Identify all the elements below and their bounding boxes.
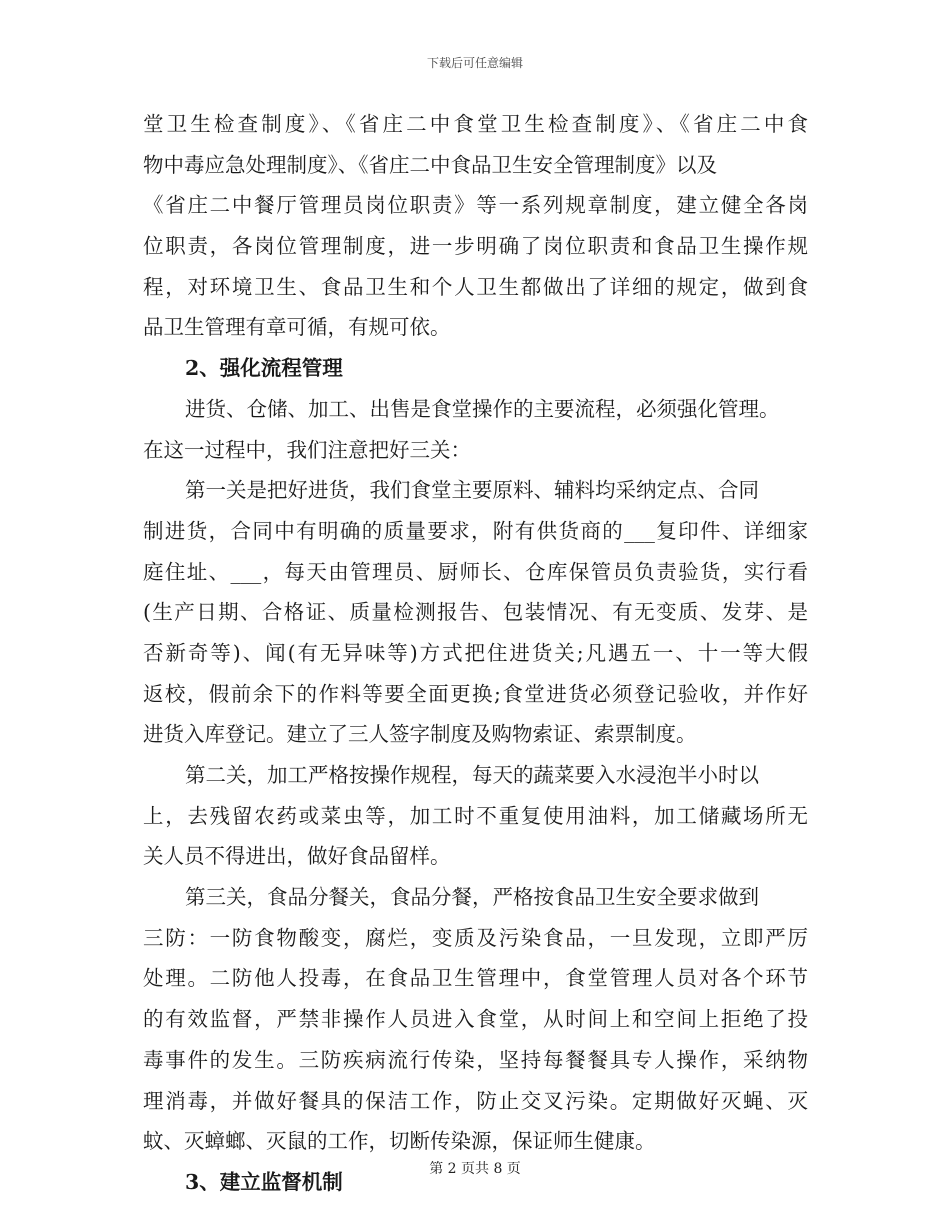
text-line: 第三关，食品分餐关，食品分餐，严格按食品卫生安全要求做到	[185, 885, 759, 910]
text-line: (生产日期、合格证、质量检测报告、包装情况、有无变质、发芽、是	[143, 600, 808, 625]
text-line: 三防：一防食物酸变，腐烂，变质及污染食品，一旦发现，立即严厉	[143, 925, 808, 950]
text-line: 进货入库登记。建立了三人签字制度及购物索证、索票制度。	[143, 722, 697, 747]
text-line: 进货、仓储、加工、出售是食堂操作的主要流程，必须强化管理。	[185, 396, 780, 421]
text-line: 庭住址、___，每天由管理员、厨师长、仓库保管员负责验货，实行看	[143, 559, 808, 584]
document-body	[143, 104, 808, 1203]
section-heading: 3、建立监督机制	[185, 1169, 343, 1194]
text-line: 返校，假前余下的作料等要全面更换;食堂进货必须登记验收，并作好	[143, 681, 808, 706]
text-line: 在这一过程中，我们注意把好三关：	[143, 437, 471, 462]
text-line: 否新奇等)、闻(有无异味等)方式把住进货关;凡遇五一、十一等大假	[143, 640, 808, 665]
text-line: 第一关是把好进货，我们食堂主要原料、辅料均采纳定点、合同	[185, 478, 759, 503]
text-line: 《省庄二中餐厅管理员岗位职责》等一系列规章制度，建立健全各岗	[143, 193, 808, 218]
page-number-footer: 第 2 页共 8 页	[429, 1161, 521, 1177]
text-line: 关人员不得进出，做好食品留样。	[143, 844, 451, 869]
text-line: 处理。二防他人投毒，在食品卫生管理中，食堂管理人员对各个环节	[143, 966, 808, 991]
text-line: 毒事件的发生。三防疾病流行传染，坚持每餐餐具专人操作，采纳物	[143, 1047, 808, 1072]
text-line: 理消毒，并做好餐具的保洁工作，防止交叉污染。定期做好灭蝇、灭	[143, 1088, 808, 1113]
text-line: 的有效监督，严禁非操作人员进入食堂，从时间上和空间上拒绝了投	[143, 1007, 808, 1032]
text-line: 堂卫生检查制度》、《省庄二中食堂卫生检查制度》、《省庄二中食	[143, 112, 808, 136]
page-header: 下载后可任意编辑	[426, 56, 523, 70]
text-line: 蚊、灭蟑螂、灭鼠的工作，切断传染源，保证师生健康。	[143, 1129, 656, 1154]
text-line: 程，对环境卫生、食品卫生和个人卫生都做出了详细的规定，做到食	[143, 274, 808, 299]
text-line: 制进货，合同中有明确的质量要求，附有供货商的___复印件、详细家	[143, 518, 808, 543]
section-heading: 2、强化流程管理	[185, 356, 343, 381]
text-line: 位职责，各岗位管理制度，进一步明确了岗位职责和食品卫生操作规	[143, 234, 808, 259]
text-line: 物中毒应急处理制度》、《省庄二中食品卫生安全管理制度》以及	[143, 152, 717, 177]
text-line: 上，去残留农药或菜虫等，加工时不重复使用油料，加工储藏场所无	[143, 803, 808, 828]
text-line: 品卫生管理有章可循，有规可依。	[143, 315, 451, 340]
text-line: 第二关，加工严格按操作规程，每天的蔬菜要入水浸泡半小时以	[185, 763, 759, 787]
